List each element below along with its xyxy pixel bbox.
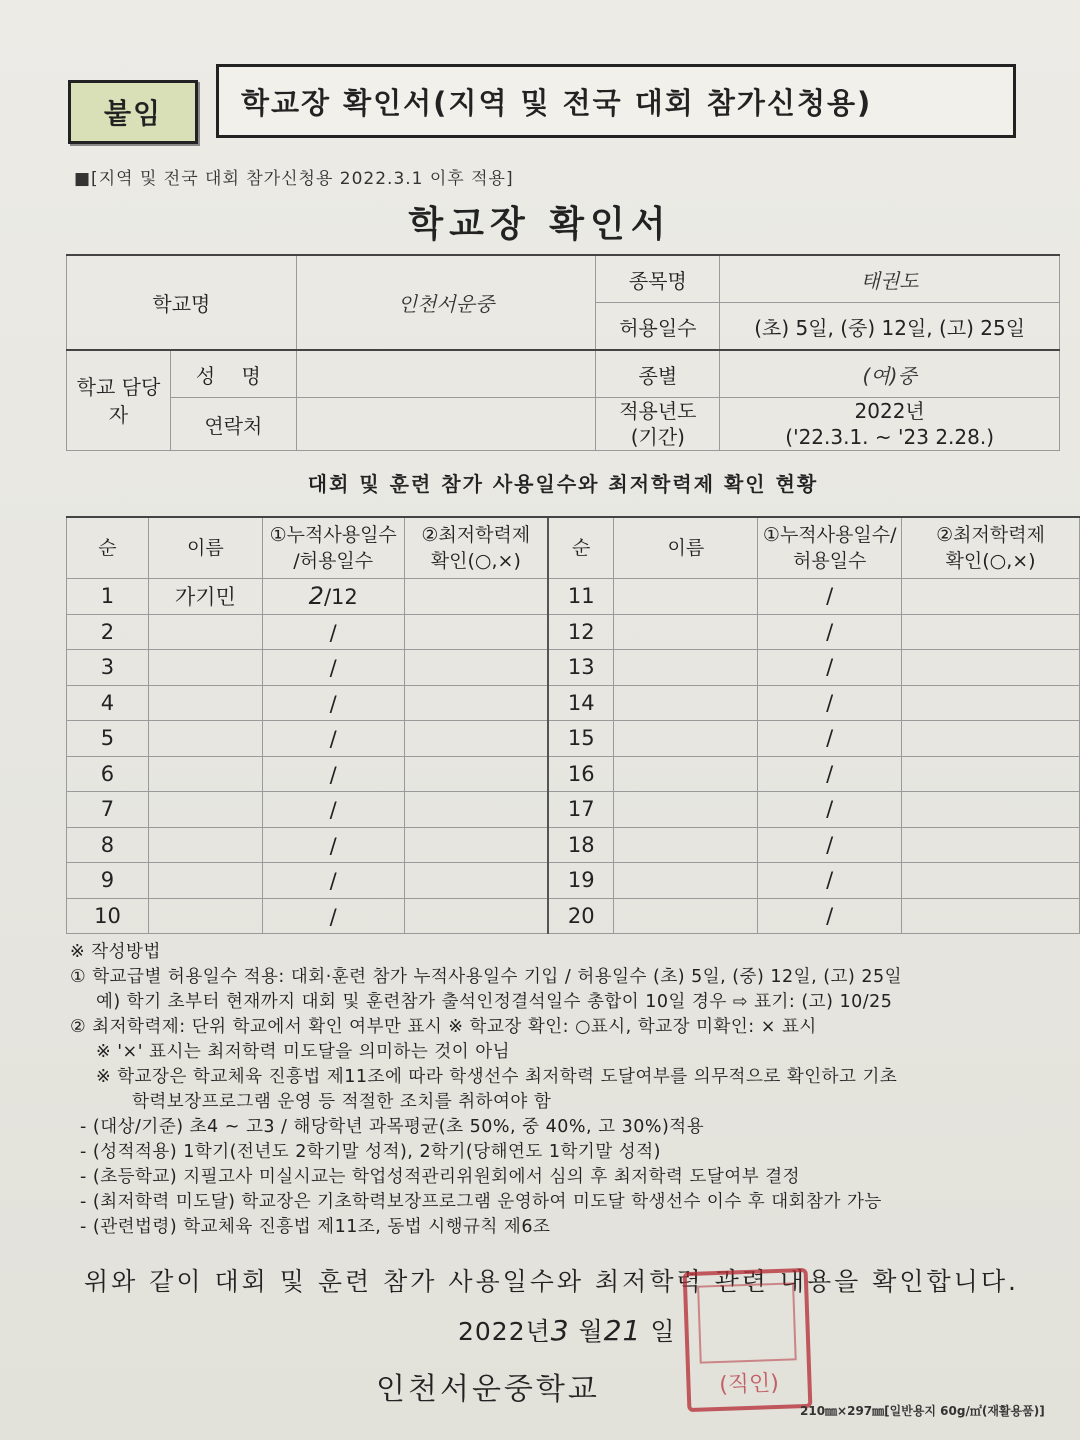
row-no-right: 11 [548, 579, 614, 615]
note-item: ① 학교급별 허용일수 적용: 대회·훈련 참가 누적사용일수 기입 / 허용일수 (초) 5일, (중) 12일, (고) 25일 [70, 967, 903, 987]
row-used-days: 2 [308, 582, 324, 611]
row-check-right [902, 898, 1080, 934]
row-name [148, 614, 262, 650]
row-no: 7 [67, 792, 149, 828]
row-no-right: 12 [548, 614, 614, 650]
row-check [404, 650, 548, 686]
row-check-right [902, 756, 1080, 792]
row-name-right [614, 579, 758, 615]
row-check-right [902, 792, 1080, 828]
row-days [262, 614, 404, 650]
manager-label: 학교 담당자 [67, 350, 171, 451]
table-row [67, 898, 1080, 934]
header-check-right-line2: 확인(○,×) [945, 550, 1036, 572]
contact-value [296, 398, 596, 451]
row-no-right: 13 [548, 650, 614, 686]
date-year: 2022년 [458, 1317, 551, 1346]
name-label: 성 명 [170, 350, 296, 398]
sport-label: 종목명 [596, 255, 720, 303]
row-check-right [902, 579, 1080, 615]
row-days-right: / [758, 721, 902, 757]
row-allowed-days: / [329, 904, 337, 929]
roster-body [67, 579, 1080, 934]
row-days-right: / [758, 827, 902, 863]
row-allowed-days: / [329, 691, 337, 716]
signature-date [458, 1312, 675, 1348]
row-no: 3 [67, 650, 149, 686]
attachment-tag: 붙임 [68, 80, 198, 144]
school-value: 인천서운중 [296, 255, 596, 350]
row-days [262, 792, 404, 828]
table-row [67, 756, 1080, 792]
row-name [148, 792, 262, 828]
info-table [66, 254, 1060, 451]
row-days-right: / [758, 792, 902, 828]
note-item: ※ 학교장은 학교체육 진흥법 제11조에 따라 학생선수 최저학력 도달여부를 의무적으로 확인하고 기초 [96, 1067, 898, 1087]
row-check [404, 863, 548, 899]
header-days-right [758, 517, 902, 579]
row-allowed-days: / [329, 762, 337, 787]
paper-spec-note: 210㎜×297㎜[일반용지 60g/㎡(재활용품)] [800, 1404, 1045, 1418]
row-check [404, 792, 548, 828]
header-check-line1: ②최저학력제 [421, 524, 531, 546]
notes-heading: ※ 작성방법 [70, 942, 161, 962]
row-check [404, 756, 548, 792]
note-item: - (관련법령) 학교체육 진흥법 제11조, 동법 시행규칙 제6조 [80, 1217, 551, 1237]
row-no: 1 [67, 579, 149, 615]
days-label: 허용일수 [596, 303, 720, 351]
table-row [67, 685, 1080, 721]
row-check [404, 721, 548, 757]
row-check [404, 827, 548, 863]
official-seal-stamp [683, 1268, 813, 1412]
header-days-right-line1: ①누적사용일수/ [762, 524, 897, 546]
row-allowed-days: / [329, 869, 337, 894]
row-no: 4 [67, 685, 149, 721]
row-name-right [614, 721, 758, 757]
row-no-right: 19 [548, 863, 614, 899]
row-name-right [614, 614, 758, 650]
row-no-right: 18 [548, 827, 614, 863]
note-item: - (최저학력 미도달) 학교장은 기초학력보장프로그램 운영하여 미도달 학생선수 이수 후 대회참가 가능 [80, 1192, 882, 1212]
row-name [148, 898, 262, 934]
row-name-right [614, 898, 758, 934]
date-month: 3 [550, 1314, 570, 1347]
row-name-right [614, 792, 758, 828]
date-day: 21 [603, 1314, 642, 1347]
note-item: 학력보장프로그램 운영 등 적절한 조치를 취하여야 함 [132, 1092, 552, 1112]
row-name-right [614, 863, 758, 899]
sport-value: 태권도 [720, 255, 1060, 303]
header-days [262, 517, 404, 579]
year-label-cell [596, 398, 720, 451]
row-no-right: 16 [548, 756, 614, 792]
table-row [67, 827, 1080, 863]
row-days [262, 863, 404, 899]
row-days [262, 685, 404, 721]
row-check [404, 579, 548, 615]
row-allowed-days: /12 [323, 585, 358, 610]
row-days-right: / [758, 685, 902, 721]
row-days [262, 579, 404, 615]
row-check-right [902, 863, 1080, 899]
row-days [262, 650, 404, 686]
note-item: - (초등학교) 지필고사 미실시교는 학업성적관리위원회에서 심의 후 최저학력 도달여부 결정 [80, 1167, 801, 1187]
table-row [67, 792, 1080, 828]
row-name-right [614, 685, 758, 721]
note-item: - (대상/기준) 초4 ~ 고3 / 해당학년 과목평균(초 50%, 중 40%, 고 30%)적용 [80, 1117, 705, 1137]
row-days [262, 898, 404, 934]
document-header-title: 학교장 확인서(지역 및 전국 대회 참가신청용) [216, 64, 1016, 138]
row-no-right: 17 [548, 792, 614, 828]
row-name [148, 827, 262, 863]
header-name-right: 이름 [614, 517, 758, 579]
row-no-right: 20 [548, 898, 614, 934]
table-row [67, 579, 1080, 615]
table-row [67, 650, 1080, 686]
roster-table [66, 516, 1080, 934]
date-month-unit: 월 [578, 1317, 604, 1346]
header-check [404, 517, 548, 579]
row-no: 10 [67, 898, 149, 934]
row-days-right: / [758, 898, 902, 934]
seal-inner-border [697, 1282, 797, 1363]
row-name: 가기민 [148, 579, 262, 615]
row-name-right [614, 650, 758, 686]
school-name: 인천서운중학교 [376, 1372, 600, 1407]
row-name [148, 650, 262, 686]
row-name [148, 685, 262, 721]
contact-label: 연락처 [170, 398, 296, 451]
row-check-right [902, 650, 1080, 686]
row-no-right: 14 [548, 685, 614, 721]
row-no: 9 [67, 863, 149, 899]
row-no: 6 [67, 756, 149, 792]
header-no: 순 [67, 517, 149, 579]
row-no: 2 [67, 614, 149, 650]
date-day-unit: 일 [650, 1317, 676, 1346]
row-check [404, 685, 548, 721]
row-name-right [614, 827, 758, 863]
year-value-cell [720, 398, 1060, 451]
row-allowed-days: / [329, 833, 337, 858]
header-no-right: 순 [548, 517, 614, 579]
period-value: ('22.3.1. ~ '23 2.28.) [785, 425, 995, 449]
table-row [67, 721, 1080, 757]
note-item: ※ '×' 표시는 최저학력 미도달을 의미하는 것이 아님 [96, 1042, 511, 1062]
days-value: (초) 5일, (중) 12일, (고) 25일 [720, 303, 1060, 351]
row-no: 5 [67, 721, 149, 757]
note-item: 예) 학기 초부터 현재까지 대회 및 훈련참가 출석인정결석일수 총합이 10일 경우 ⇨ 표기: (고) 10/25 [96, 992, 893, 1012]
row-no: 8 [67, 827, 149, 863]
row-days-right: / [758, 650, 902, 686]
header-name: 이름 [148, 517, 262, 579]
header-check-line2: 확인(○,×) [430, 550, 521, 572]
row-allowed-days: / [329, 620, 337, 645]
row-allowed-days: / [329, 727, 337, 752]
row-check-right [902, 827, 1080, 863]
row-check [404, 898, 548, 934]
note-item: ② 최저학력제: 단위 학교에서 확인 여부만 표시 ※ 학교장 확인: ○표시, 학교장 미확인: × 표시 [70, 1017, 817, 1037]
row-allowed-days: / [329, 656, 337, 681]
header-days-right-line2: 허용일수 [792, 550, 867, 572]
year-label: 적용년도 [619, 399, 697, 423]
row-name [148, 863, 262, 899]
note-item: - (성적적용) 1학기(전년도 2학기말 성적), 2학기(당해연도 1학기말 성적) [80, 1142, 661, 1162]
seal-label: (직인) [718, 1370, 780, 1399]
section-title: 대회 및 훈련 참가 사용일수와 최저학력제 확인 현황 [307, 472, 819, 496]
confirmation-statement: 위와 같이 대회 및 훈련 참가 사용일수와 최저학력 관련 내용을 확인합니다. [84, 1267, 1019, 1296]
row-check [404, 614, 548, 650]
row-name [148, 721, 262, 757]
header-days-line1: ①누적사용일수 [269, 524, 397, 546]
category-label: 종별 [596, 350, 720, 398]
category-value: (여)중 [720, 350, 1060, 398]
table-row [67, 614, 1080, 650]
name-value [296, 350, 596, 398]
row-days [262, 827, 404, 863]
row-allowed-days: / [329, 798, 337, 823]
row-name-right [614, 756, 758, 792]
row-check-right [902, 721, 1080, 757]
row-days-right: / [758, 579, 902, 615]
row-name [148, 756, 262, 792]
header-check-right-line1: ②최저학력제 [936, 524, 1045, 546]
row-days-right: / [758, 863, 902, 899]
instructions [70, 940, 1070, 1240]
page-title: 학교장 확인서 [408, 204, 672, 245]
header-check-right [902, 517, 1080, 579]
row-check-right [902, 614, 1080, 650]
school-label: 학교명 [67, 255, 297, 350]
row-no-right: 15 [548, 721, 614, 757]
applicability-note: ■[지역 및 전국 대회 참가신청용 2022.3.1 이후 적용] [74, 169, 514, 189]
header-days-line2: /허용일수 [293, 550, 374, 572]
row-days-right: / [758, 614, 902, 650]
row-check-right [902, 685, 1080, 721]
row-days-right: / [758, 756, 902, 792]
period-label: (기간) [630, 425, 685, 449]
year-value: 2022년 [854, 399, 925, 423]
row-days [262, 721, 404, 757]
row-days [262, 756, 404, 792]
table-row [67, 863, 1080, 899]
